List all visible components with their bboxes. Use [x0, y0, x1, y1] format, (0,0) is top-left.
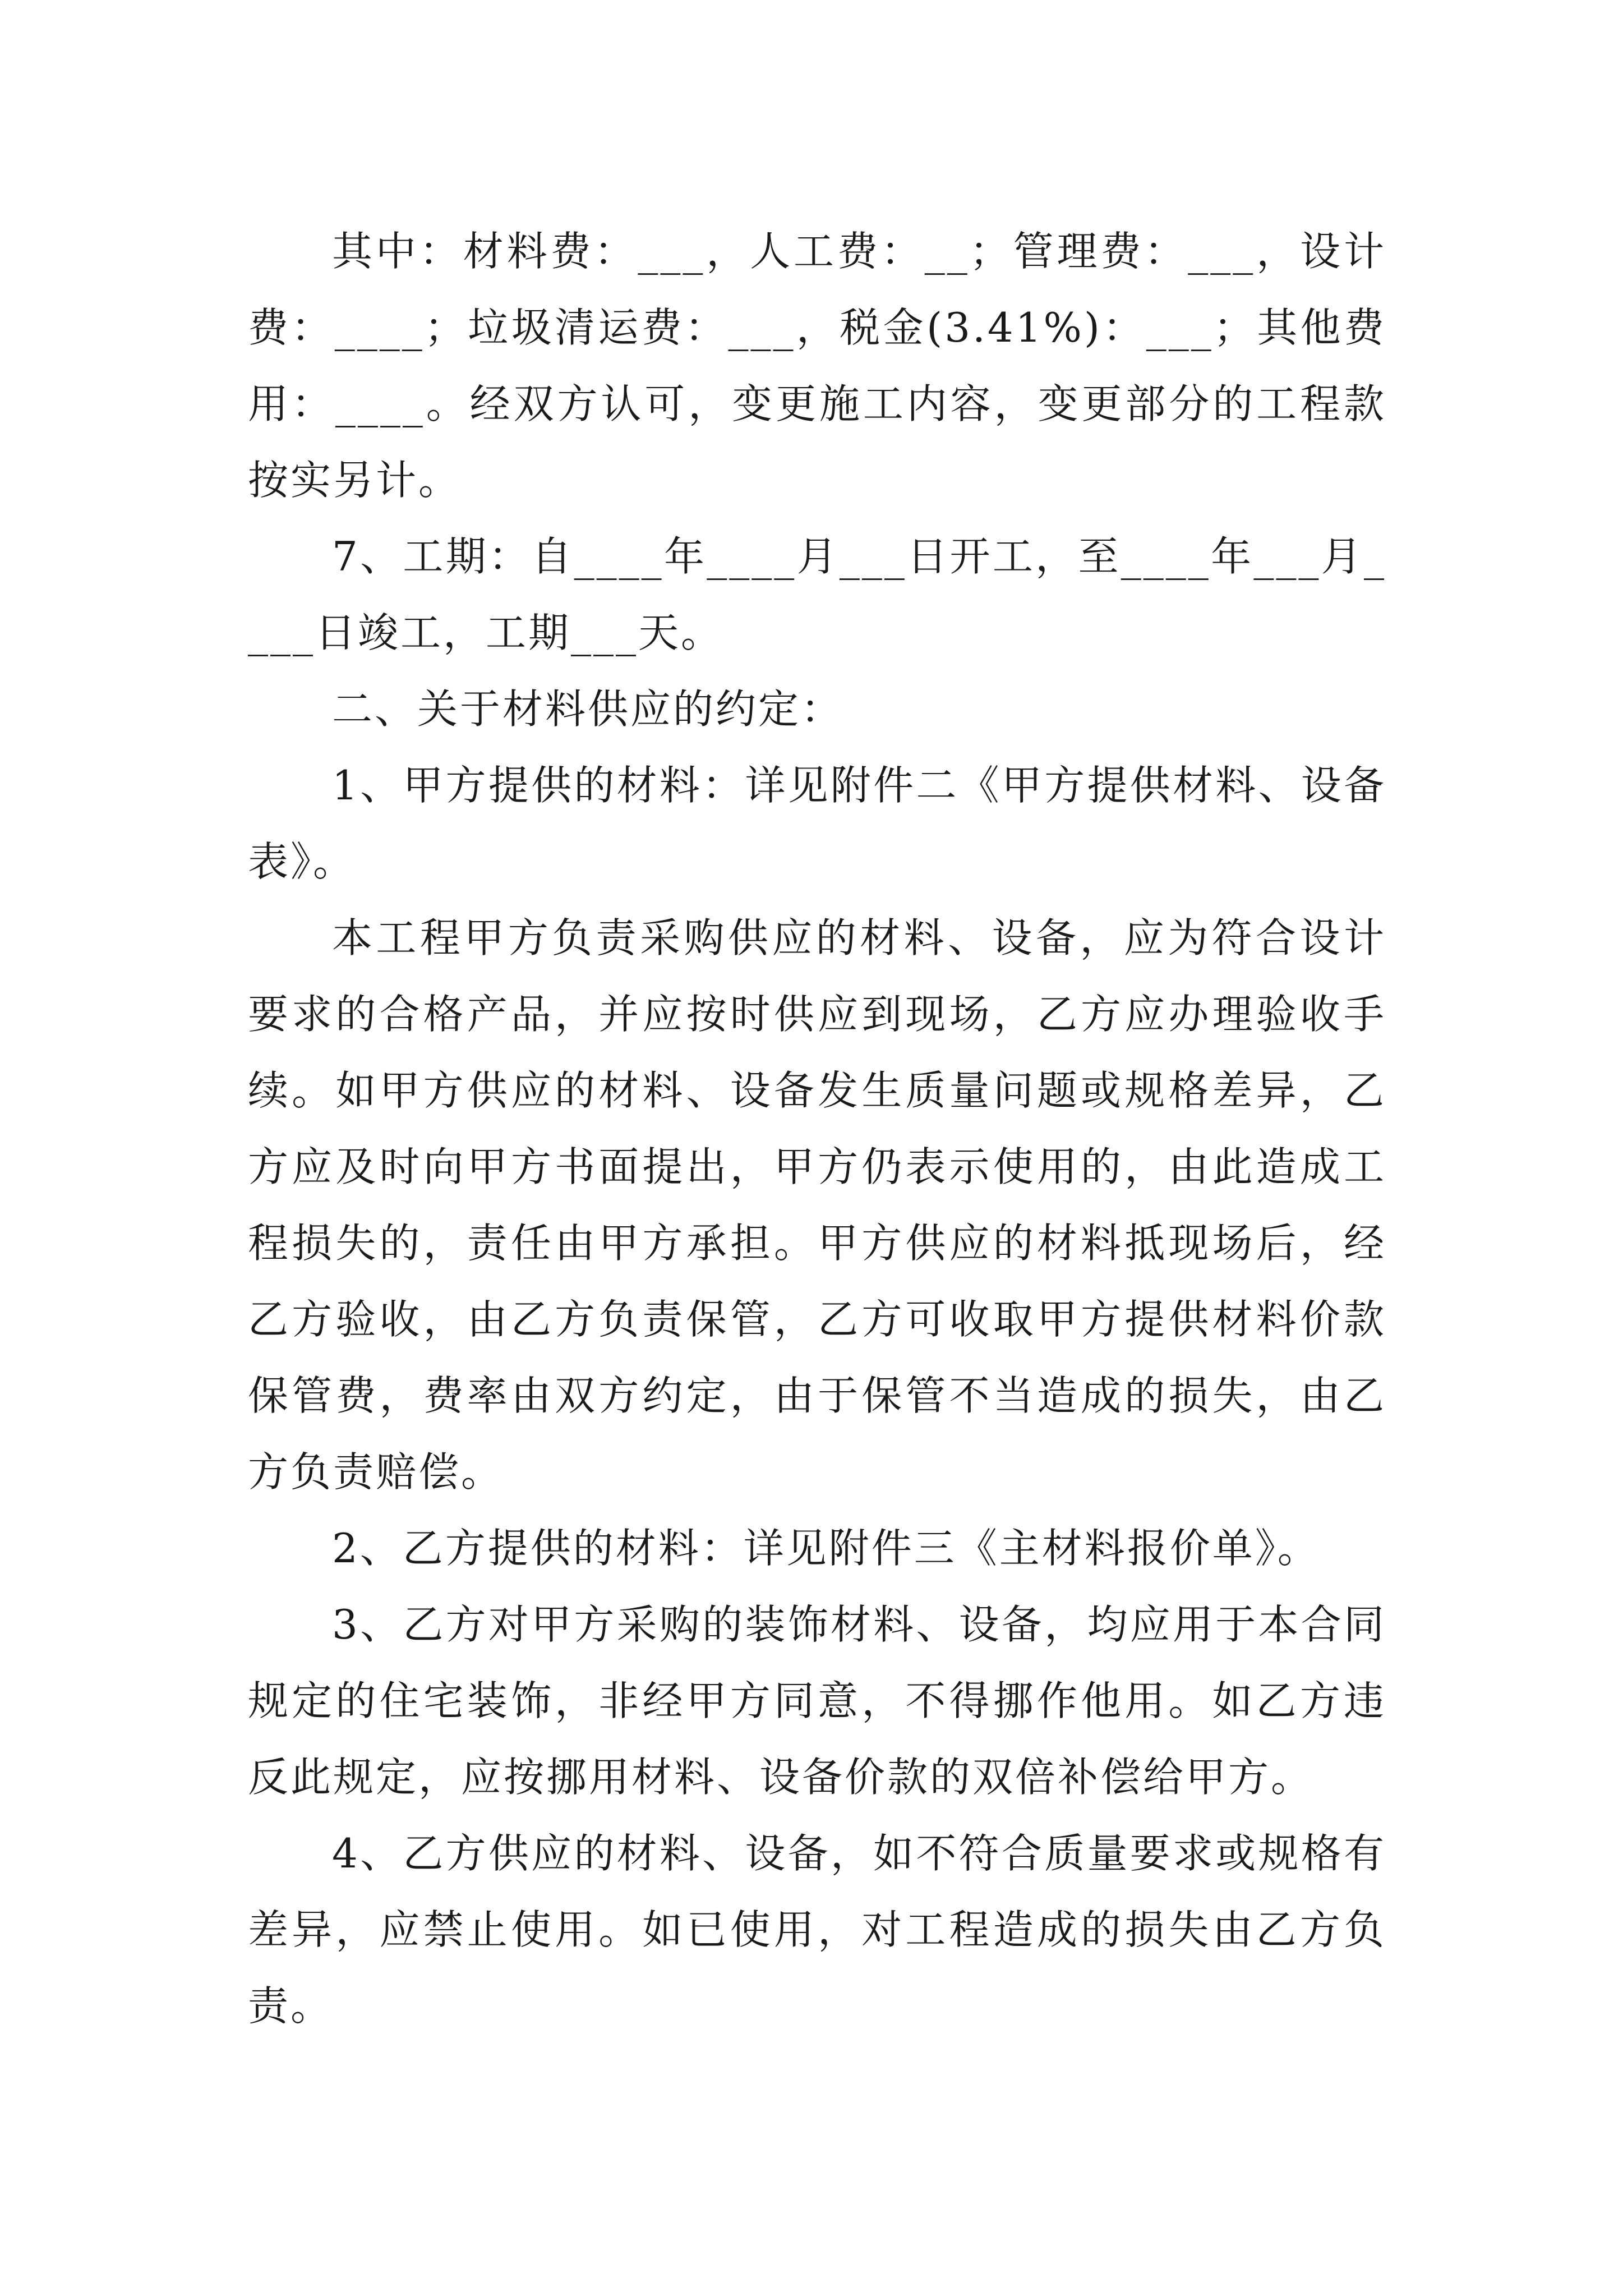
paragraph-fees: 其中：材料费：___，人工费：__；管理费：___，设计费：____；垃圾清运费：___，税金(3.41%)：___；其他费用：____。经双方认可，变更施工内容，变更部分的工程款按实另计。 — [248, 228, 1386, 504]
paragraph-clause-2: 2、乙方提供的材料：详见附件三《主材料报价单》。 — [332, 1525, 1320, 1572]
document-body — [248, 213, 1386, 2044]
section-heading-materials: 二、关于材料供应的约定： — [332, 685, 844, 733]
paragraph-clause-1: 1、甲方提供的材料：详见附件二《甲方提供材料、设备表》。 — [248, 762, 1386, 885]
paragraph-owner-supply: 本工程甲方负责采购供应的材料、设备，应为符合设计要求的合格产品，并应按时供应到现场，乙方应办理验收手续。如甲方供应的材料、设备发生质量问题或规格差异，乙方应及时向甲方书面提出，甲方仍表示使用的，由此造成工程损失的，责任由甲方承担。甲方供应的材料抵现场后，经乙方验收，由乙方负责保管，乙方可收取甲方提供材料价款保管费，费率由双方约定，由于保管不当造成的损失，由乙方负责赔偿。 — [248, 914, 1386, 1496]
paragraph-clause-3: 3、乙方对甲方采购的装饰材料、设备，均应用于本合同规定的住宅装饰，非经甲方同意，不得挪作他用。如乙方违反此规定，应按挪用材料、设备价款的双倍补偿给甲方。 — [248, 1601, 1386, 1801]
paragraph-schedule: 7、工期：自____年____月___日开工，至____年___月____日竣工，工期___天。 — [248, 533, 1386, 656]
paragraph-clause-4: 4、乙方供应的材料、设备，如不符合质量要求或规格有差异，应禁止使用。如已使用，对工程造成的损失由乙方负责。 — [248, 1830, 1386, 2030]
